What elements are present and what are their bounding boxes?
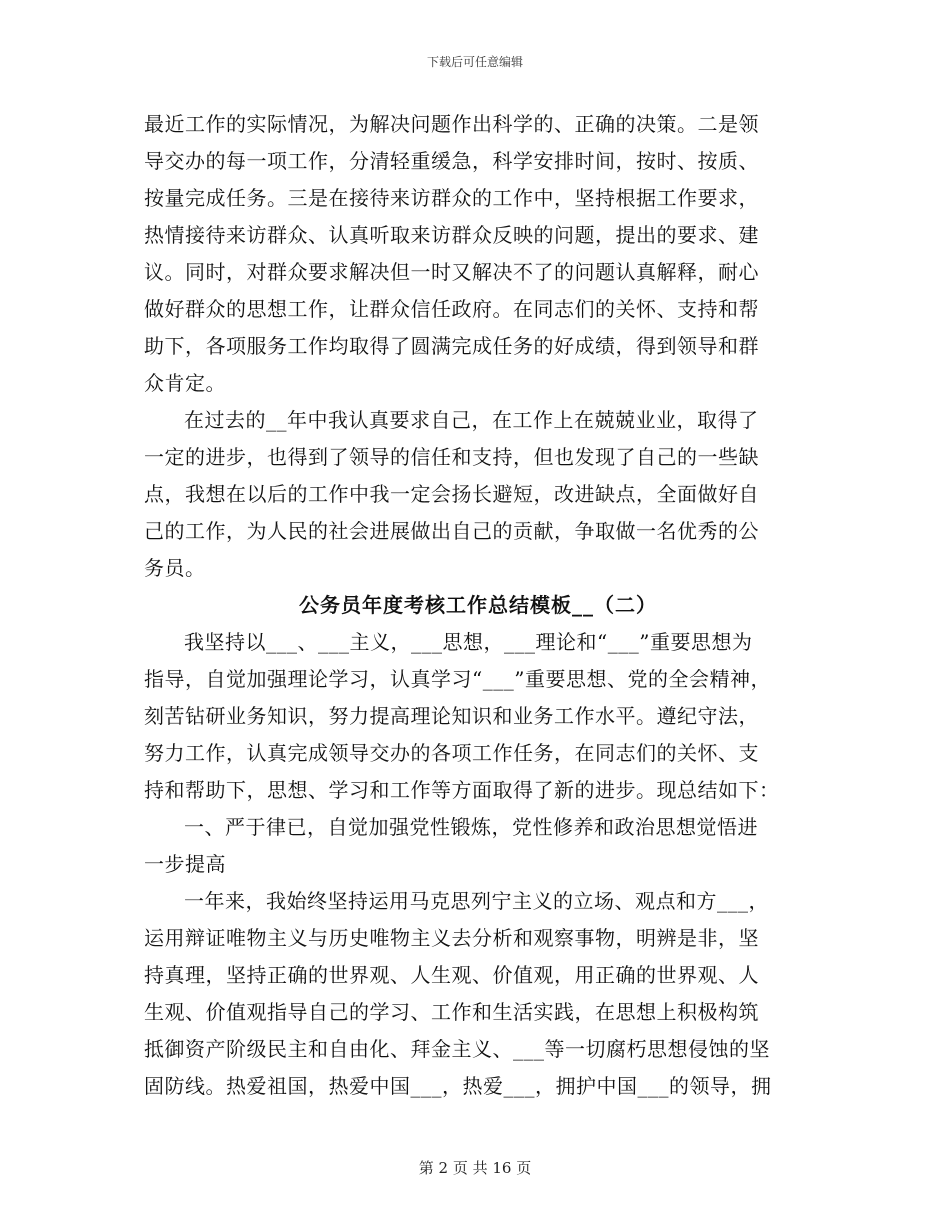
text-line: 议。同时，对群众要求解决但一时又解决不了的问题认真解释，耐心 — [144, 260, 759, 284]
text-line: 我坚持以___、___主义，___思想，___理论和“___”重要思想为 — [184, 630, 753, 654]
text-line: 固防线。热爱祖国，热爱中国___，热爱___，拥护中国___的领导，拥 — [144, 1074, 772, 1098]
document-body — [144, 106, 812, 1105]
text-line: 努力工作，认真完成领导交办的各项工作任务，在同志们的关怀、支 — [144, 741, 759, 765]
text-line: 一步提高 — [144, 852, 226, 876]
text-line: 一、严于律已，自觉加强党性锻炼，党性修养和政治思想觉悟进 — [184, 815, 758, 839]
text-line: 在过去的__年中我认真要求自己，在工作上在兢兢业业，取得了 — [184, 408, 759, 432]
text-line: 点，我想在以后的工作中我一定会扬长避短，改进缺点，全面做好自 — [144, 482, 759, 506]
text-line: 运用辩证唯物主义与历史唯物主义去分析和观察事物，明辨是非，坚 — [144, 926, 759, 950]
text-line: 生观、价值观指导自己的学习、工作和生活实践，在思想上积极构筑 — [144, 1000, 759, 1024]
text-line: 按量完成任务。三是在接待来访群众的工作中，坚持根据工作要求， — [144, 186, 759, 210]
text-line: 务员。 — [144, 556, 206, 580]
text-line: 做好群众的思想工作，让群众信任政府。在同志们的关怀、支持和帮 — [144, 297, 759, 321]
text-line: 最近工作的实际情况，为解决问题作出科学的、正确的决策。二是领 — [144, 112, 759, 136]
text-line: 持真理，坚持正确的世界观、人生观、价值观，用正确的世界观、人 — [144, 963, 759, 987]
page-number-footer: 第 2 页 共 16 页 — [418, 1159, 532, 1177]
text-line: 刻苦钻研业务知识，努力提高理论知识和业务工作水平。遵纪守法， — [144, 704, 759, 728]
text-line: 一年来，我始终坚持运用马克思列宁主义的立场、观点和方___， — [184, 889, 769, 913]
section-title: 公务员年度考核工作总结模板__（二） — [299, 593, 657, 617]
text-line: 持和帮助下，思想、学习和工作等方面取得了新的进步。现总结如下： — [144, 778, 780, 802]
text-line: 指导，自觉加强理论学习，认真学习“___”重要思想、党的全会精神， — [144, 667, 771, 691]
text-line: 抵御资产阶级民主和自由化、拜金主义、___等一切腐朽思想侵蚀的坚 — [144, 1037, 770, 1061]
text-line: 一定的进步，也得到了领导的信任和支持，但也发现了自己的一些缺 — [144, 445, 759, 469]
page-header: 下载后可任意编辑 — [426, 55, 523, 69]
text-line: 助下，各项服务工作均取得了圆满完成任务的好成绩，得到领导和群 — [144, 334, 759, 358]
text-line: 众肯定。 — [144, 371, 226, 395]
text-line: 己的工作，为人民的社会进展做出自己的贡献，争取做一名优秀的公 — [144, 519, 759, 543]
text-line: 导交办的每一项工作，分清轻重缓急，科学安排时间，按时、按质、 — [144, 149, 759, 173]
text-line: 热情接待来访群众、认真听取来访群众反映的问题，提出的要求、建 — [144, 223, 759, 247]
